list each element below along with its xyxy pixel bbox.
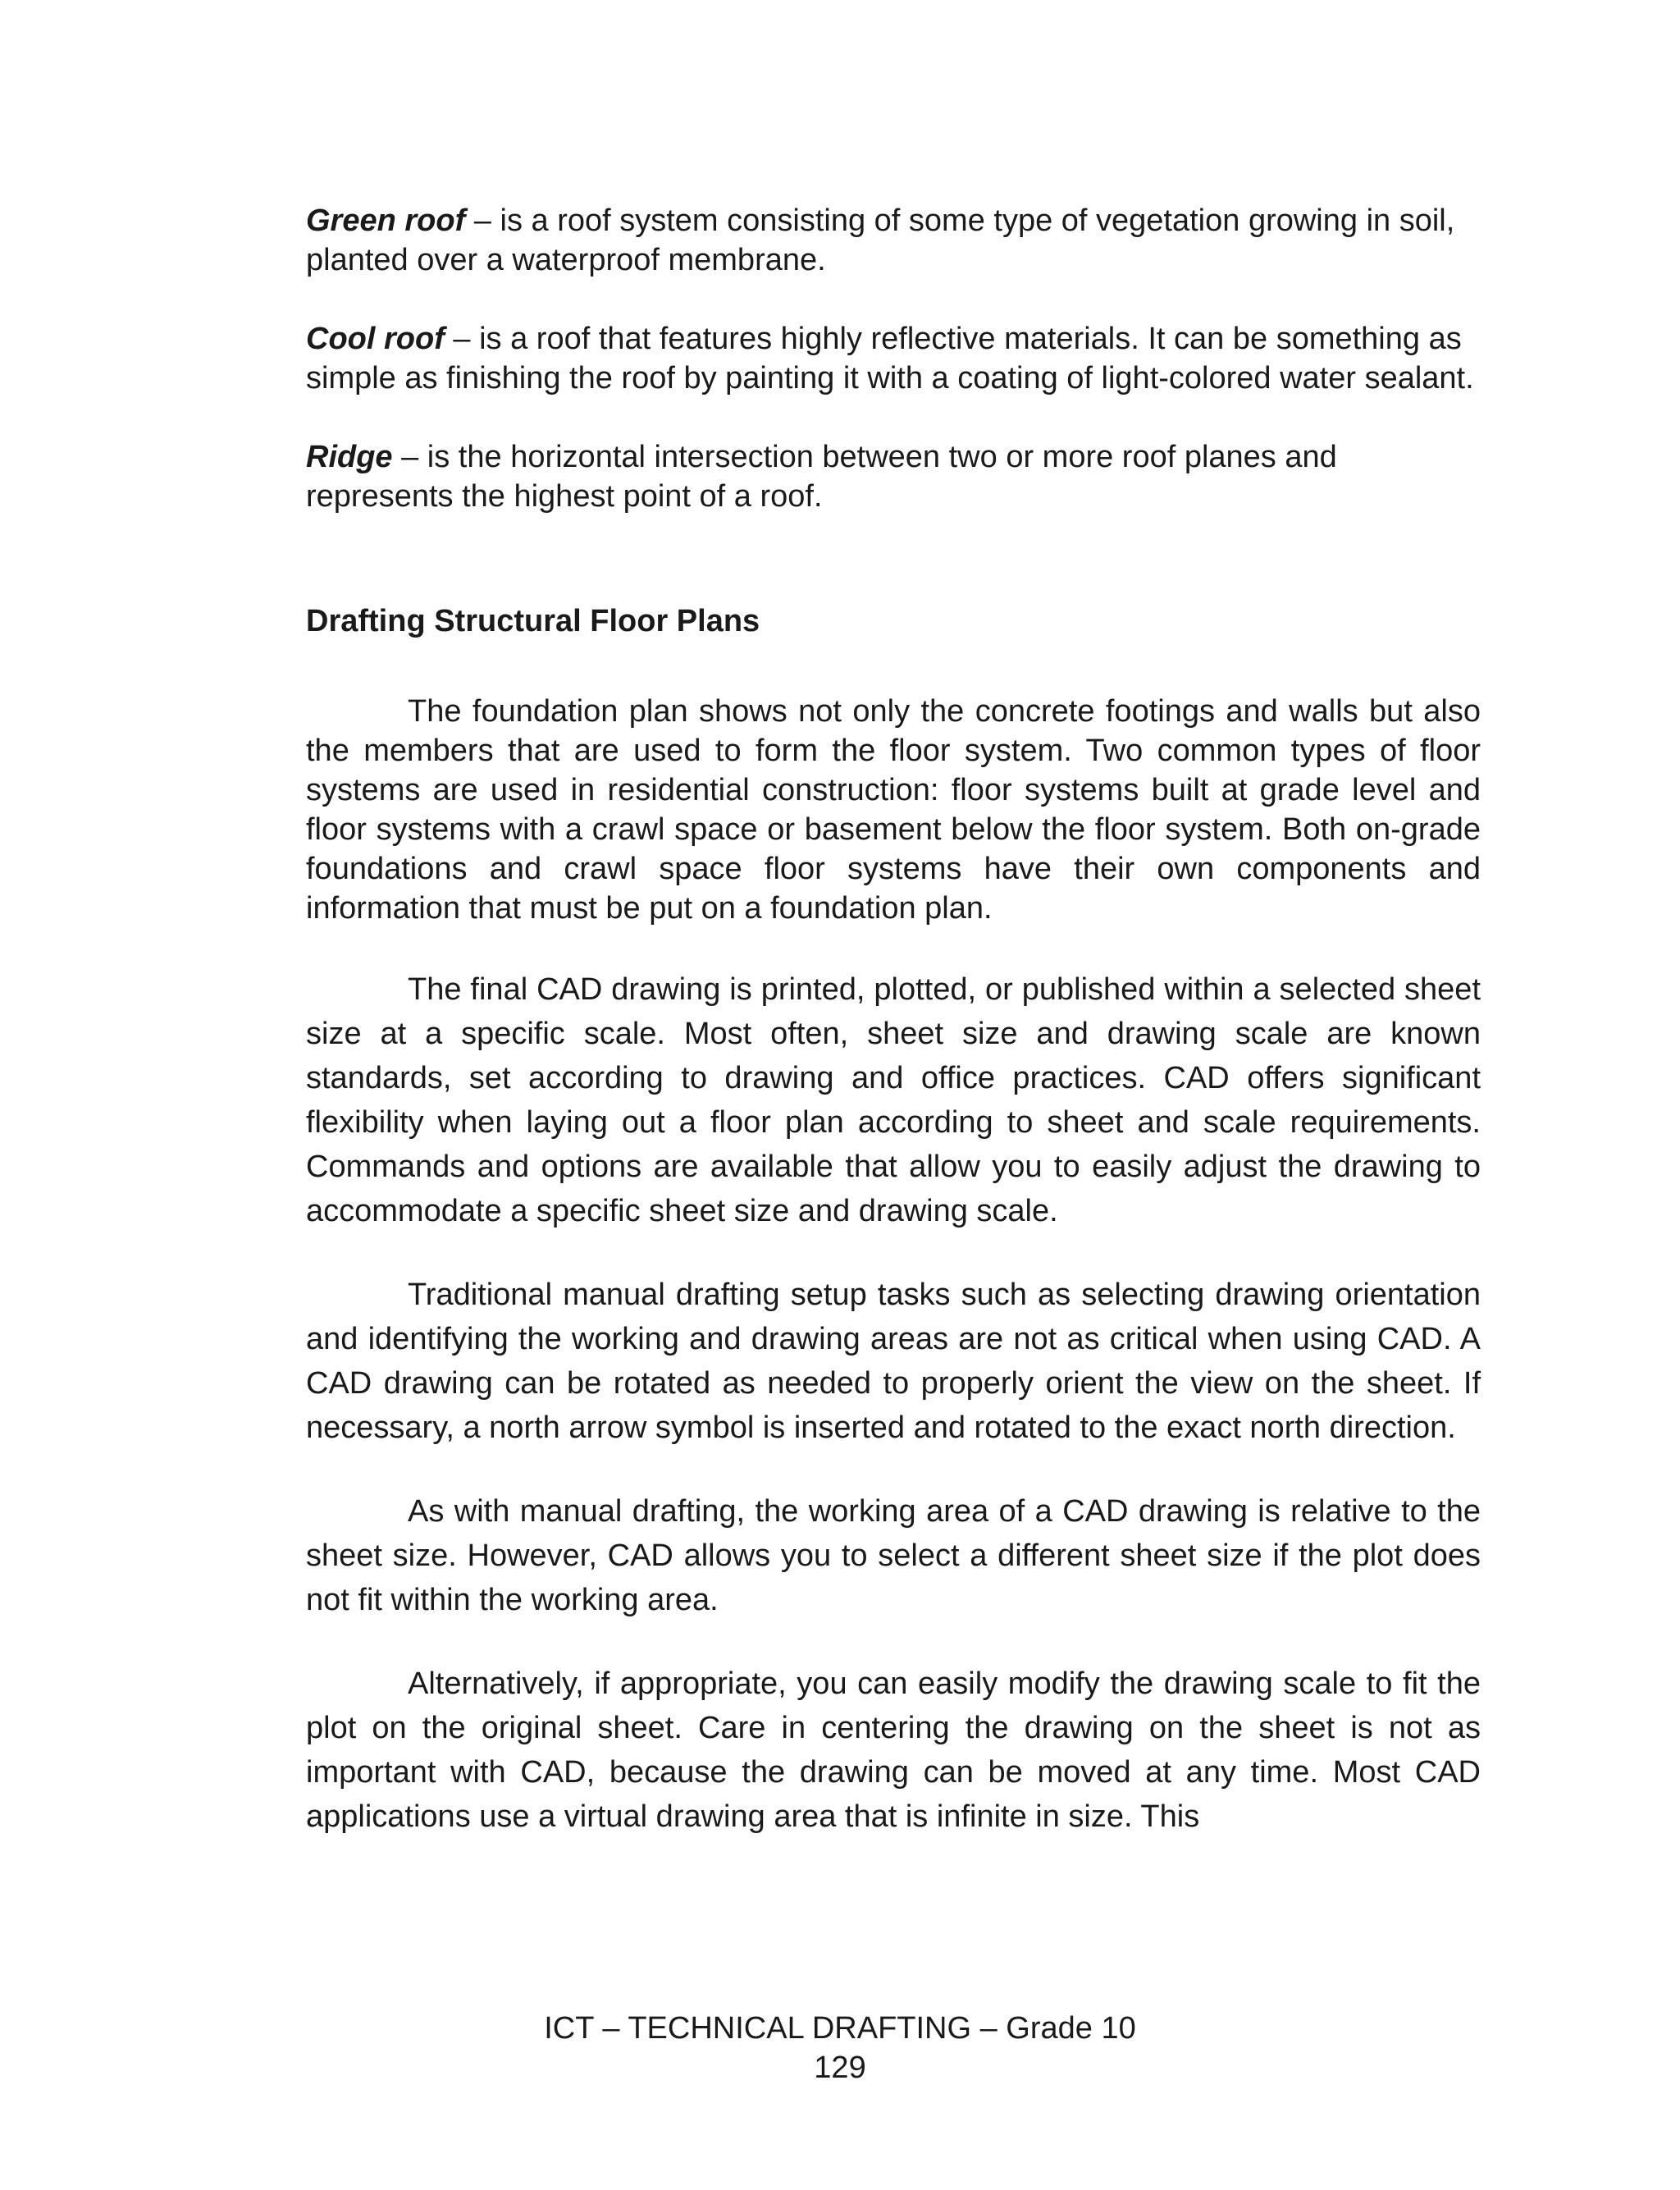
- definition-ridge: [306, 437, 1481, 516]
- definition-term: Cool roof: [306, 322, 445, 356]
- definition-term: Green roof: [306, 203, 466, 238]
- paragraph: Traditional manual drafting setup tasks such as selecting drawing orientation and identifying the working and drawing areas are not as critical when using CAD. A CAD drawing can be rotated as needed to properly orient the view on the sheet. If necessary, a north arrow symbol is inserted and rotated to the exact north direction.: [306, 1278, 1481, 1445]
- definition-cool-roof: [306, 319, 1481, 398]
- paragraph: The final CAD drawing is printed, plotted, or published within a selected sheet size at a specific scale. Most often, sheet size and drawing scale are known standards, set according to drawing and office practices. CAD offers significant flexibility when laying out a floor plan according to sheet and scale requirements. Commands and options are available that allow you to easily adjust the drawing to accommodate a specific sheet size and drawing scale.: [306, 972, 1481, 1228]
- page-number: 129: [814, 2051, 866, 2085]
- section-heading: Drafting Structural Floor Plans: [306, 604, 760, 638]
- page-footer: [0, 2009, 1680, 2087]
- definition-term: Ridge: [306, 440, 393, 474]
- paragraph: Alternatively, if appropriate, you can easily modify the drawing scale to fit the plot on the original sheet. Care in centering the drawing on the sheet is not as important with CAD, because the drawing can be moved at any time. Most CAD applications use a virtual drawing area that is infinite in size. This: [306, 1667, 1481, 1834]
- paragraph: The foundation plan shows not only the concrete footings and walls but also the members that are used to form the floor system. Two common types of floor systems are used in residential construction: floor systems built at grade level and floor systems with a crawl space or basement below the floor system. Both on-grade foundations and crawl space floor systems have their own components and information that must be put on a foundation plan.: [306, 694, 1481, 926]
- definition-green-roof: [306, 201, 1481, 280]
- paragraph: As with manual drafting, the working area of a CAD drawing is relative to the sheet size. However, CAD allows you to select a different sheet size if the plot does not fit within the working area.: [306, 1494, 1481, 1617]
- footer-title: ICT – TECHNICAL DRAFTING – Grade 10: [544, 2011, 1136, 2046]
- definition-text: – is the horizontal intersection between two or more roof planes and represents the highest point of a roof.: [306, 440, 1337, 514]
- definition-text: – is a roof system consisting of some type of vegetation growing in soil, planted over a waterproof membrane.: [306, 203, 1455, 277]
- page-content: [306, 201, 1481, 1839]
- definition-text: – is a roof that features highly reflective materials. It can be something as simple as finishing the roof by painting it with a coating of light-colored water sealant.: [306, 322, 1474, 395]
